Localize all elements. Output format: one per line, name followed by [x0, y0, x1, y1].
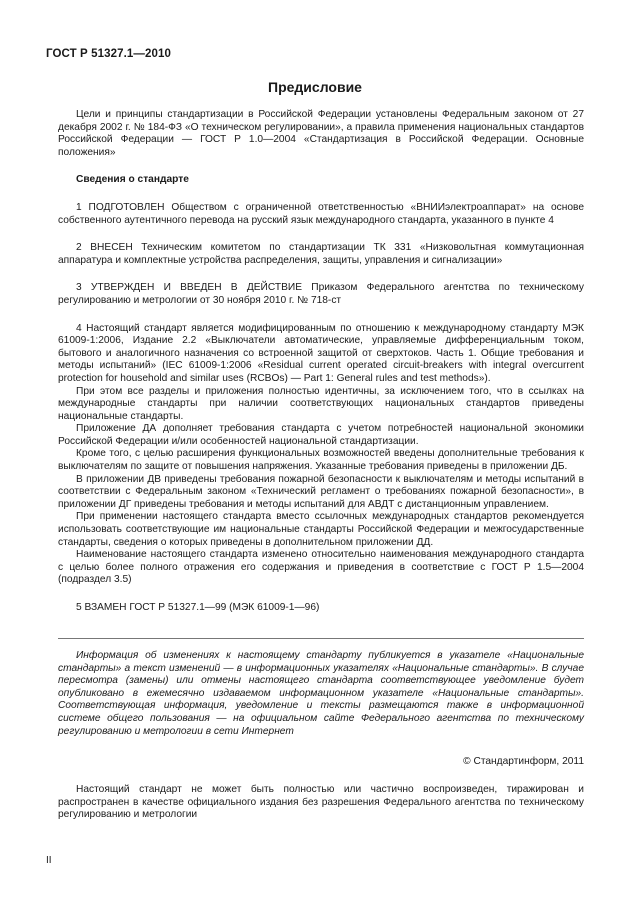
info-notice-block [58, 650, 584, 738]
section-heading: Сведения о стандарте [76, 174, 189, 186]
foreword-body [58, 109, 584, 615]
item-5-paragraph: 5 ВЗАМЕН ГОСТ Р 51327.1—99 (МЭК 61009-1—96) [76, 602, 320, 613]
item-4-paragraph: При этом все разделы и приложения полностью идентичны, за исключением того, что в ссылках на международные стандарты при наличии соответствующих национальных стандартов приведены национальные стандарты. [58, 385, 584, 422]
item-3-paragraph: 3 УТВЕРЖДЕН И ВВЕДЕН В ДЕЙСТВИЕ Приказом Федерального агентства по техническому регулированию и метрологии от 30 ноября 2010 г. № 718-ст [58, 282, 584, 306]
reproduction-notice-text: Настоящий стандарт не может быть полностью или частично воспроизведен, тиражирован и распространен в качестве официального издания без разрешения Федерального агентства по техническому регулированию и метрологии [58, 784, 584, 821]
copyright-line: © Стандартинформ, 2011 [463, 756, 584, 767]
item-4-paragraph: 4 Настоящий стандарт является модифицированным по отношению к международному стандарту МЭК 61009-1:2006, Издание 2.2 «Выключатели автоматические, управляемые дифференциальным током, бытового и аналогичного назначения со встроенной защитой от сверхтоков. Часть 1. Общие требования и методы испытаний» (IEC 61009-1:2006 «Residual current operated circuit-breakers with integral overcurrent protection for household and similar uses (RCBOs) — Part 1: General rules and test methods»). [58, 322, 584, 384]
page-number: II [46, 855, 52, 866]
reproduction-notice-block [58, 784, 584, 822]
item-4-paragraph: Кроме того, с целью расширения функциональных возможностей введены дополнительные требования к выключателям по защите от повышения напряжения. Указанные требования приведены в приложении ДБ. [58, 448, 584, 473]
item-4-paragraph: Наименование настоящего стандарта изменено относительно наименования международного стандарта с целью более полного отражения его содержания и приведения в соответствие с ГОСТ Р 1.5—2004 (подраздел 3.5) [58, 549, 584, 586]
page-title: Предисловие [268, 79, 362, 95]
intro-paragraph: Цели и принципы стандартизации в Российской Федерации установлены Федеральным законом от 27 декабря 2002 г. № 184-ФЗ «О техническом регулировании», а правила применения национальных стандартов Российской Федерации — ГОСТ Р 1.0—2004 «Стандартизация в Российской Федерации. Основные положения» [58, 109, 584, 158]
item-2-paragraph: 2 ВНЕСЕН Техническим комитетом по стандартизации ТК 331 «Низковольтная коммутационная аппаратура и комплектные устройства распределения, защиты, управления и сигнализации» [58, 242, 584, 266]
item-4-paragraph: В приложении ДВ приведены требования пожарной безопасности к выключателям и методы испытаний в соответствии с Федеральным законом «Технический регламент о требованиях пожарной безопасности», в приложении ДГ приведены требования и методы испытаний для АВДТ с дистанционным управлением. [58, 473, 584, 510]
divider-line [58, 638, 584, 639]
item-4-paragraph: При применении настоящего стандарта вместо ссылочных международных стандартов рекомендуется использовать соответствующие им национальные стандарты Российской Федерации и межгосударственные стандарты, сведения о которых приведены в дополнительном приложении ДД. [58, 511, 584, 548]
document-code-header: ГОСТ Р 51327.1—2010 [46, 48, 171, 60]
info-notice-text: Информация об изменениях к настоящему стандарту публикуется в указателе «Национальные стандарты» а текст изменений — в информационных указателях «Национальные стандарты». В случае пересмотра (замены) или отмены настоящего стандарта соответствующее уведомление будет опубликовано в ежемесячно издаваемом информационном указателе «Национальные стандарты». Соответствующая информация, уведомление и тексты размещаются также в информационной системе общего пользования — на официальном сайте Федерального агентства по техническому регулированию и метрологии в сети Интернет [58, 650, 584, 737]
item-1-paragraph: 1 ПОДГОТОВЛЕН Обществом с ограниченной ответственностью «ВНИИэлектроаппарат» на основе собственного аутентичного перевода на русский язык международного стандарта, указанного в пункте 4 [58, 201, 584, 226]
item-4-paragraph: Приложение ДА дополняет требования стандарта с учетом потребностей национальной экономики Российской Федерации и/или особенностей национальной стандартизации. [58, 423, 584, 447]
